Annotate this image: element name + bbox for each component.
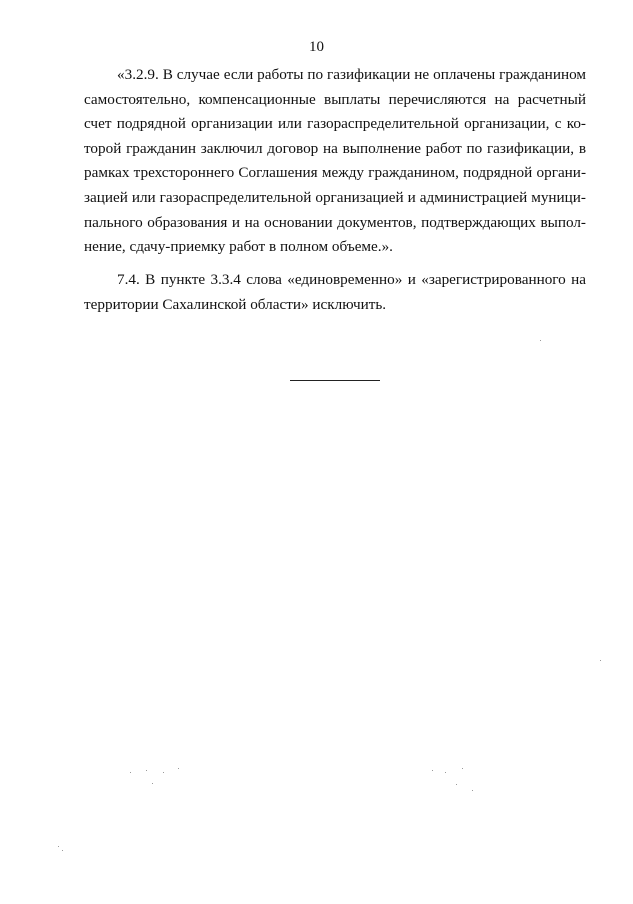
scan-speck xyxy=(62,850,63,851)
end-divider-line xyxy=(290,380,380,381)
paragraph-line: рамках трехстороннего Соглашения между гражданином, подрядной органи- xyxy=(84,164,586,182)
scan-speck xyxy=(472,790,473,791)
paragraph-3-2-9 xyxy=(84,63,586,260)
paragraph-line: зацией или газораспределительной организацией и администрацией муници- xyxy=(84,188,586,206)
scan-speck xyxy=(152,783,153,784)
scan-speck xyxy=(600,660,601,661)
page-number: 10 xyxy=(309,39,324,55)
paragraph-line: счет подрядной организации или газораспределительной организации, с ко- xyxy=(84,115,586,133)
paragraph-line: территории Сахалинской области» исключить. xyxy=(84,295,387,313)
paragraph-line: «3.2.9. В случае если работы по газификации не оплачены гражданином xyxy=(117,66,586,83)
scan-speck xyxy=(445,772,446,773)
paragraph-line: самостоятельно, компенсационные выплаты перечисляются на расчетный xyxy=(84,90,586,108)
paragraph-line: торой гражданин заключил договор на выполнение работ по газификации, в xyxy=(84,139,586,157)
scan-speck xyxy=(540,340,541,341)
scan-speck xyxy=(432,770,433,771)
paragraph-line: 7.4. В пункте 3.3.4 слова «единовременно» и «зарегистрированного на xyxy=(117,271,586,288)
paragraph-line: нение, сдачу-приемку работ в полном объеме.». xyxy=(84,238,393,256)
scan-speck xyxy=(462,768,463,769)
scan-speck xyxy=(58,846,59,847)
scan-speck xyxy=(456,784,457,785)
scan-speck xyxy=(146,770,147,771)
paragraph-7-4 xyxy=(84,268,586,317)
scan-speck xyxy=(178,768,179,769)
scan-speck xyxy=(163,772,164,773)
scan-speck xyxy=(130,772,131,773)
paragraph-line: пального образования и на основании документов, подтверждающих выпол- xyxy=(84,213,586,231)
